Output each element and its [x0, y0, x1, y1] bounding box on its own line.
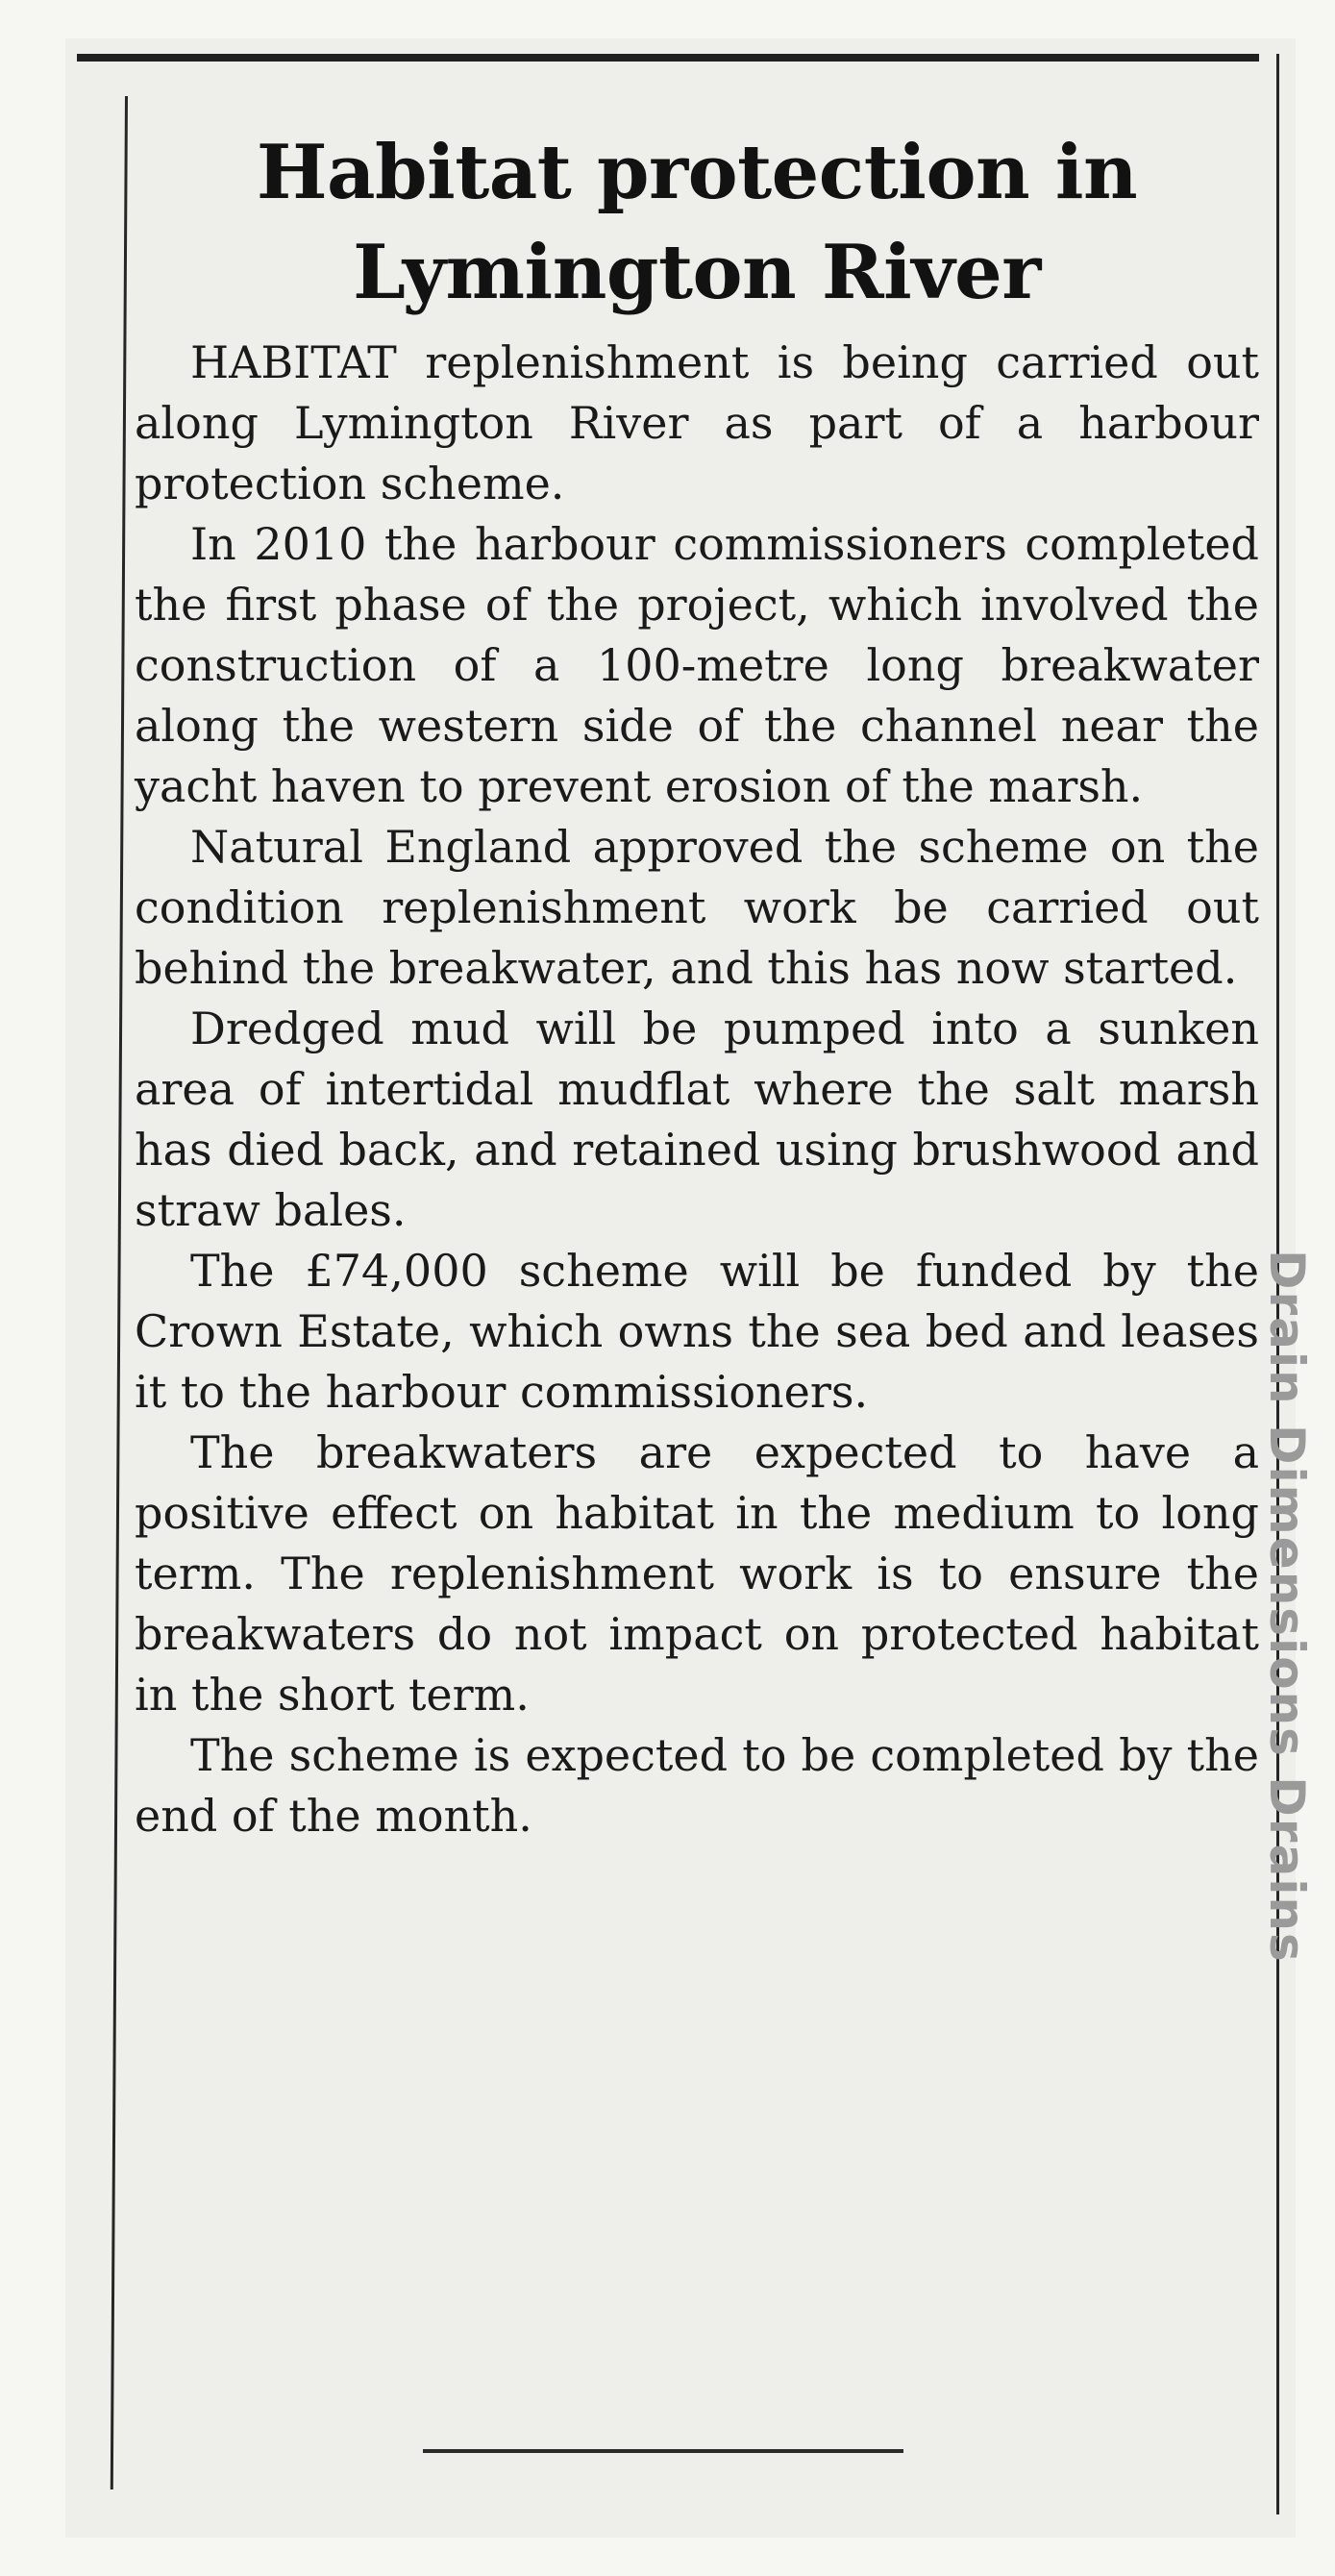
article-paragraph: The breakwaters are expected to have a positive effect on habitat in the medium to long term. The replenishment work is to ensure the breakwaters do not impact on protected habitat in the short term. — [135, 1426, 1259, 1721]
article-paragraph: HABITAT replenishment is being carried out along Lymington River as part of a harbour protection scheme. — [135, 336, 1259, 509]
article-headline: Habitat protection in Lymington River — [256, 129, 1138, 316]
end-rule — [423, 2449, 903, 2453]
article-paragraph: Dredged mud will be pumped into a sunken area of intertidal mudflat where the salt marsh has died back, and retained using brushwood and straw bales. — [135, 1003, 1259, 1236]
article — [135, 123, 1259, 1846]
article-paragraph: The £74,000 scheme will be funded by the Crown Estate, which owns the sea bed and leases it to the harbour commissioners. — [135, 1245, 1259, 1418]
article-paragraph: In 2010 the harbour commissioners completed the first phase of the project, which involved the construction of a 100-metre long breakwater along the western side of the channel near the yacht haven to prevent erosion of the marsh. — [135, 518, 1259, 812]
bleed-through-text: Drain Dimensions Drains — [1259, 1250, 1315, 1964]
article-paragraph: The scheme is expected to be completed by the end of the month. — [135, 1729, 1259, 1842]
article-paragraph: Natural England approved the scheme on the condition replenishment work be carried out behind the breakwater, and this has now started. — [135, 821, 1259, 994]
article-body — [135, 333, 1259, 1846]
top-rule — [77, 54, 1259, 62]
